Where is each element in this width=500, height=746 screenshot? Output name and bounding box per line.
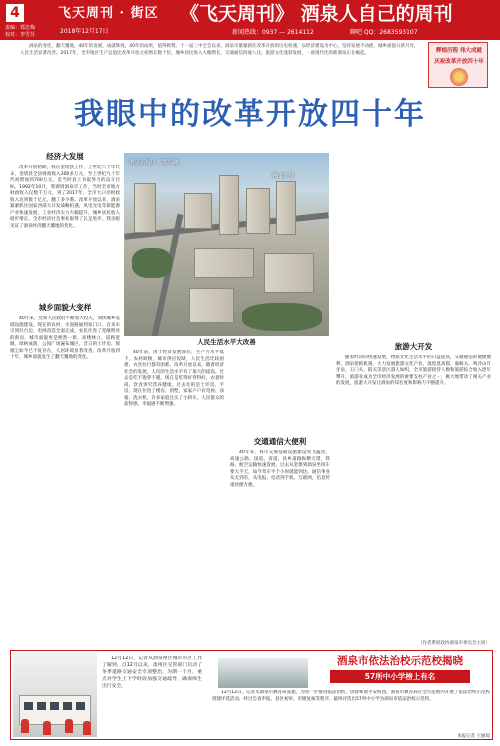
photo-building [246,188,270,234]
photo-bus-window [24,702,33,710]
photo-trees [242,303,322,331]
badge-line-1: 辉煌历程 伟大成就 [436,48,482,54]
bottom-article: 12月12日，记者从酒泉市教育局获悉，为进一步推进依法治校，创建和谐平安校园，酒泉市教育局在全市范围内开展了依法治校示范校创建评选活动，经过自查申报、县区初审、市级复核等程序，最终评选出57所中小学为酒泉市依法治校示范校。 [212,690,490,702]
page-header [0,0,500,40]
photo-building [219,175,239,235]
bottom-headline: 酒泉市依法治校示范校揭晓 [337,655,463,667]
article-tourism: 随着经济的快速发展，物质文化生活水平的日益提高，交通通信的便捷便利，酒泉抢抓机遇，大力发展旅游文化产业。敦煌莫高窟、嘉峪关、鸣沙山月牙泉、玉门关、阳关等景区游人如织，全市旅游接待人数和旅游综合收入逐年攀升，旅游业成为全市经济发展的重要支柱产业之一，极大地带动了相关产业的发展，旅游大开发让酒泉的知名度和影响力不断提升。 [336,355,491,387]
section-heading-living: 人民生活水平大改善 [197,338,256,346]
photo-building [276,181,296,235]
photo-trees [132,248,172,278]
section-heading-urban: 城乡面貌大变样 [38,303,92,312]
badge-line-2: 庆祝改革开放四十年 [434,59,484,65]
photo-building [194,248,254,278]
article-economy: 改革开放初期，我在金塔县工作，上世纪八十年代末，金塔县全县财政收入300多万元，至上世纪九十年代初增加到700万元，是当时县上争取努力的奋斗目标。1992年10月，我调到酒泉市工作，当时全市地方财政收入仅数千万元，到了2017年，全市大口径财政收入达到数十亿元，翻了多少番。改革开放以来，酒泉紧紧抓住国家西部大开发战略机遇，风电光电等新能源产业快速发展，工业经济实力大幅提升，城乡居民收入稳步增长，全市经济社会事业取得了长足进步。我亲眼见证了酒泉经济翻天覆地的变化。 [10,165,120,229]
bottom-subheadline: 57所中小学榜上有名 [330,670,470,683]
school-photo [218,658,308,688]
masthead: 《飞天周刊》 酒泉人自己的周刊 [180,3,453,25]
anniversary-badge [428,42,488,88]
photo-building [134,183,156,233]
news-hotline: 新闻热线：0937 — 2614112 [232,29,314,36]
intro-paragraph: 酒泉的变化，翻天覆地，40年的发展，成就辉煌，40年的成果，值得称赞。十一届三中全会以来，酒泉市紧紧抓住改革开放的历史机遇，以经济建设为中心，坚持发展不动摇，城乡面貌日新月异，人民生活显著改善。2017年，全市地区生产总值比改革开放之初增长数十倍，城乡居民收入大幅增长，交通通信四通八达，旅游文化蓬勃发展，一座现代化的新酒泉正在崛起。 [20,44,419,56]
editor-credits [5,25,35,39]
photo-bus-window [37,702,46,710]
bottom-side-article: 12月12日，记者从酒泉州区城市市区工作了解到，自12月以来，肃州区交管部门启动了冬季道路交通安全专项整治，为期一个月，重点对学生上下学时段加强交通疏导，确保师生出行安全。 [102,656,202,689]
photo-child [21,719,29,733]
section-title: 飞天周刊 · 街区 [58,6,159,21]
proofreader-line: 校对：李雪芬 [5,32,36,38]
author-note: （作者系原政协酒泉市委员会主席） [418,641,490,646]
flower-icon [450,68,468,86]
issue-date: 2018年12月17日 [60,28,109,35]
section-heading-economy: 经济大发展 [46,152,84,161]
city-aerial-photo [124,153,329,336]
article-urban: 40年来，党和人民政府不断加大投入，加快城乡基础设施建设。现在的农村，水泥路通到家门口，自来水引到灶台边，电网改造全面完成，农民住进了宽敞明亮的新房。城市面貌更是焕然一新，高楼林立，道路宽阔，绿树成荫，公园广场遍布城区，昔日的土坯房、煤烟尘如今已不复存在，人居环境显著改善。改革开放四十年，城乡面貌发生了翻天覆地的变化。 [10,316,120,361]
photo-bus [19,695,91,725]
photo-bus-window [76,702,85,710]
main-headline: 我眼中的改革开放四十年 [74,97,426,132]
photo-building [184,193,212,229]
photo-building [189,288,234,323]
photo-caption-left: 酒泉新城区二期鸟瞰 [129,160,179,166]
qq-contact: 聊吧 QQ：2683593107 [350,29,418,36]
photo-bus-window [50,702,59,710]
page-number: 4 [6,4,24,22]
article-living: 40年前，由于经济发展滞后，生产力水平低下，农村缺粮，城市供应短缺，人民生活比较困难，衣食住行都有困难。改革开放以来，随着经济社会的发展，人民的生活水平有了很大的提高。过去是吃不饱穿不暖，现在是吃得好穿得好，衣着时尚，饮食讲究营养健康。过去住的是土坯房、平房，现在住进了楼房、别墅，家家户户有电视、冰箱、洗衣机，许多家庭还买了小轿车。人民群众的获得感、幸福感不断增强。 [124,350,224,408]
photo-child [43,721,51,735]
traffic-safety-photo [13,653,97,737]
photo-credit: 杨 阳 摄 [272,173,294,180]
article-living-cont [230,350,330,436]
article-transport: 40年来，我市交通基础设施建设突飞猛进，高速公路、国道、省道、县乡道路纵横交错，铁路、航空运输快速发展。过去从金塔到酒泉坐班车要大半天，如今驾车半个小时就能到达。通信事业从无到有，从电报、电话到手机、互联网，信息传递快捷方便。 [230,450,330,488]
photo-bus-window [63,702,72,710]
photo-building [264,253,314,293]
editor-line: 责编：郑忠梅 [5,25,36,31]
photo-child [83,721,91,735]
bottom-author: 本报记者 王丽琼 [457,734,490,739]
photo-child [65,719,73,733]
article-transport-cont [336,152,491,338]
section-heading-transport: 交通通信大便利 [253,437,307,446]
section-heading-tourism: 旅游大开发 [394,342,433,351]
